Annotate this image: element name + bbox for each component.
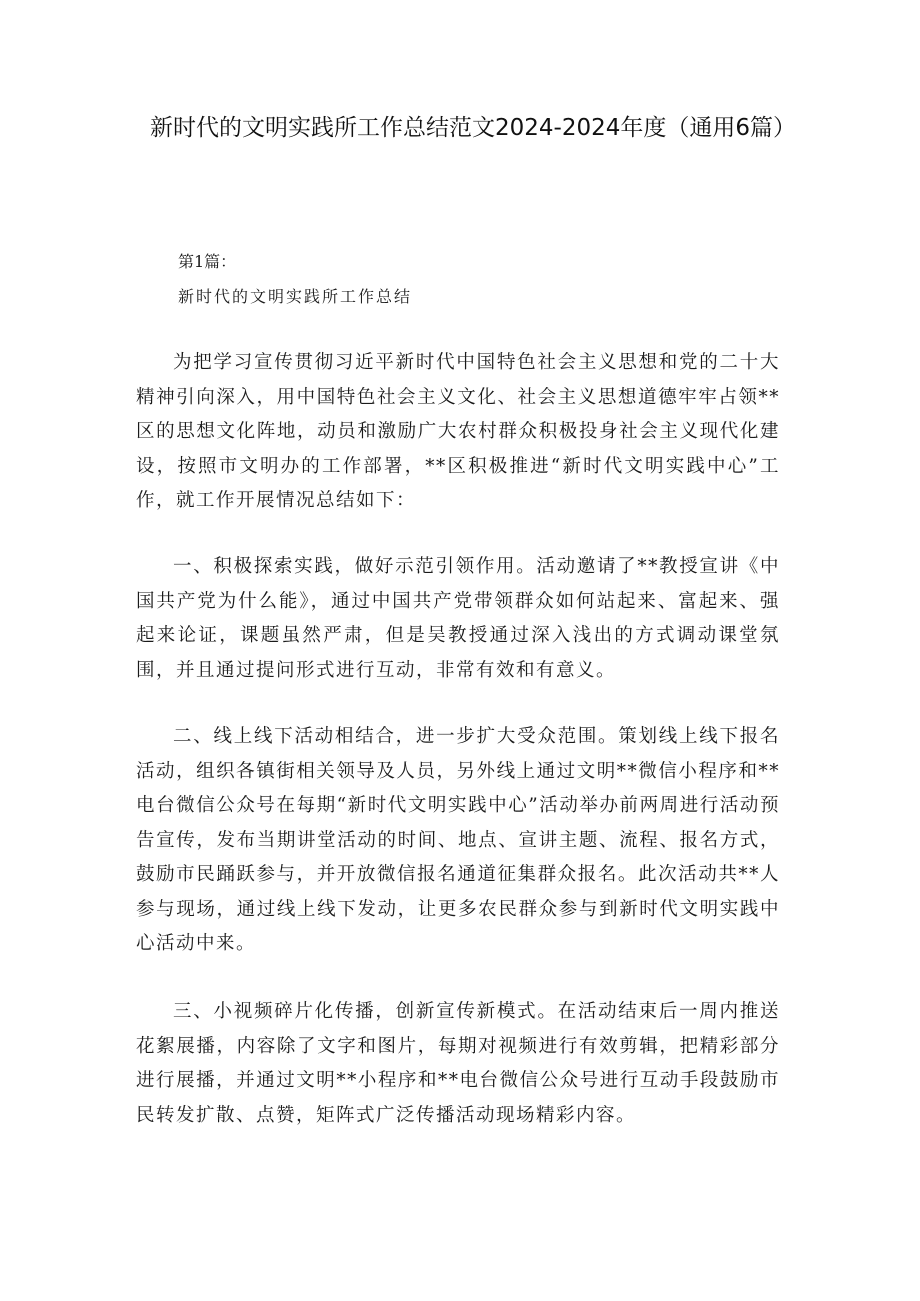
paragraph-two: 二、线上线下活动相结合，进一步扩大受众范围。策划线上线下报名活动，组织各镇街相关领导及人员，另外线上通过文明**微信小程序和**电台微信公众号在每期“新时代文明实践中心”活动举办前两周进行活动预告宣传，发布当期讲堂活动的时间、地点、宣讲主题、流程、报名方式，鼓励市民踊跃参与，并开放微信报名通道征集群众报名。此次活动共**人参与现场，通过线上线下发动，让更多农民群众参与到新时代文明实践中心活动中来。: [136, 726, 780, 954]
section-label: 第1篇：: [178, 252, 237, 271]
paragraph-three: 三、小视频碎片化传播，创新宣传新模式。在活动结束后一周内推送花絮展播，内容除了文字和图片，每期对视频进行有效剪辑，把精彩部分进行展播，并通过文明**小程序和**电台微信公众号进行互动手段鼓励市民转发扩散、点赞，矩阵式广泛传播活动现场精彩内容。: [136, 1001, 780, 1126]
section-subtitle: 新时代的文明实践所工作总结: [178, 287, 413, 306]
document-title: 新时代的文明实践所工作总结范文2024-2024年度（通用6篇）: [150, 115, 796, 141]
paragraph-one: 一、积极探索实践，做好示范引领作用。活动邀请了**教授宣讲《中国共产党为什么能》，通过中国共产党带领群众如何站起来、富起来、强起来论证，课题虽然严肃，但是吴教授通过深入浅出的方式调动课堂氛围，并且通过提问形式进行互动，非常有效和有意义。: [136, 556, 780, 681]
intro-paragraph: 为把学习宣传贯彻习近平新时代中国特色社会主义思想和党的二十大精神引向深入，用中国特色社会主义文化、社会主义思想道德牢牢占领**区的思想文化阵地，动员和激励广大农村群众积极投身社会主义现代化建设，按照市文明办的工作部署，**区积极推进“新时代文明实践中心”工作，就工作开展情况总结如下：: [136, 352, 780, 511]
